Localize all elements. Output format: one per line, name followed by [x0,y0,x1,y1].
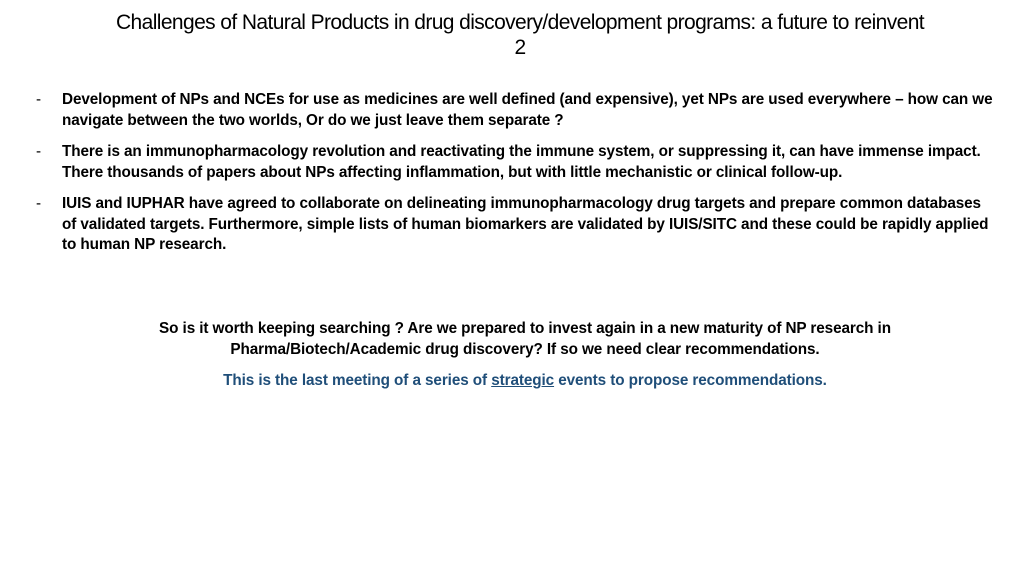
closing-highlight [100,370,950,391]
bullet-marker: - [36,195,41,212]
closing-statement [100,318,950,391]
bullet-list [36,90,996,267]
closing-highlight-text-after: events to propose recommendations. [554,372,827,389]
slide-title [60,10,980,60]
bullet-text: Development of NPs and NCEs for use as medicines are well defined (and expensive), yet NPs are used everywhere – how can we navigate between the two worlds, Or do we just leave them separate ? [62,91,993,129]
bullet-text: There is an immunopharmacology revolution and reactivating the immune system, or suppressing it, can have immense impact. There thousands of papers about NPs affecting inflammation, but with little mechanistic or clinical follow-up. [62,143,981,181]
bullet-item [36,194,996,256]
closing-highlight-underlined-word: strategic [491,372,555,389]
bullet-item [36,142,996,183]
bullet-marker: - [36,143,41,160]
bullet-item [36,90,996,131]
bullet-text: IUIS and IUPHAR have agreed to collaborate on delineating immunopharmacology drug targets and prepare common databases of validated targets. Furthermore, simple lists of human biomarkers are validated by IUIS/SITC and these could be rapidly applied to human NP research. [62,195,989,253]
closing-highlight-text-before: This is the last meeting of a series of [223,372,492,389]
closing-question: So is it worth keeping searching ? Are we prepared to invest again in a new maturity of NP research in Pharma/Biotech/Academic drug discovery? If so we need clear recommendations. [159,320,891,358]
bullet-marker: - [36,91,41,108]
slide-title-line-2: 2 [514,36,526,59]
slide-title-line-1: Challenges of Natural Products in drug discovery/development programs: a future to reinvent [115,11,925,34]
